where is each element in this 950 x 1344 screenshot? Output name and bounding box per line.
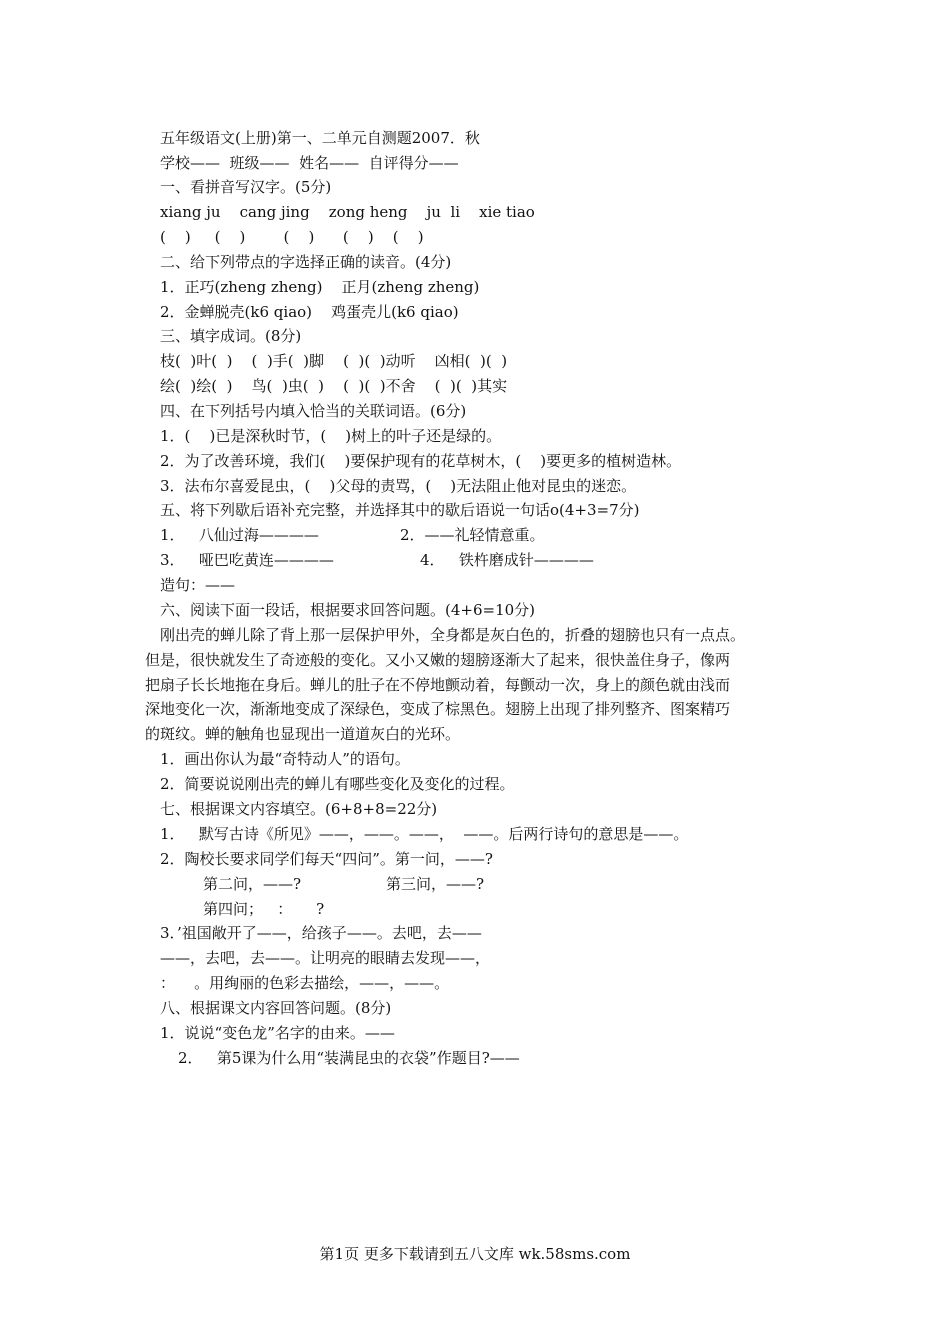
section-7-q3-line: ： 。用绚丽的色彩去描绘，——，——。 bbox=[160, 974, 450, 992]
section-5-q3: 3． 哑巴吃黄连———— bbox=[160, 551, 334, 569]
section-5-q1: 1． 八仙过海———— bbox=[160, 526, 319, 544]
section-4-q2: 2．为了改善环境，我们( )要保护现有的花草树木，( )要更多的植树造林。 bbox=[160, 452, 682, 470]
section-7-q2-second: 第二问，——? bbox=[203, 875, 302, 893]
section-8-q2: 2． 第5课为什么用“装满昆虫的衣袋”作题目?—— bbox=[178, 1049, 520, 1067]
section-3-heading: 三、填字成词。(8分) bbox=[160, 327, 302, 345]
section-5-q2: 2．——礼轻情意重。 bbox=[400, 526, 545, 544]
section-7-q1: 1． 默写古诗《所见》——，——。——， ——。后两行诗句的意思是——。 bbox=[160, 825, 689, 843]
section-5-q4: 4． 铁杵磨成针———— bbox=[420, 551, 594, 569]
section-4-heading: 四、在下列括号内填入恰当的关联词语。(6分) bbox=[160, 402, 467, 420]
section-4-q3: 3．法布尔喜爱昆虫，( )父母的责骂，( )无法阻止他对昆虫的迷恋。 bbox=[160, 477, 637, 495]
section-6-q2: 2．简要说说刚出壳的蝉儿有哪些变化及变化的过程。 bbox=[160, 775, 515, 793]
doc-title: 五年级语文(上册)第一、二单元自测题2007．秋 bbox=[160, 129, 480, 147]
section-7-q2: 2．陶校长要求同学们每天“四问”。第一问，——? bbox=[160, 850, 493, 868]
student-info-line: 学校—— 班级—— 姓名—— 自评得分—— bbox=[160, 154, 459, 172]
section-5-heading: 五、将下列歇后语补充完整，并选择其中的歇后语说一句话o(4+3=7分) bbox=[160, 501, 640, 519]
section-6-passage-line: 深地变化一次，渐渐地变成了深绿色，变成了棕黑色。翅膀上出现了排列整齐、图案精巧 bbox=[145, 700, 731, 718]
section-7-q3-line: ——，去吧，去——。让明亮的眼睛去发现——， bbox=[160, 949, 491, 967]
section-6-passage-line: 的斑纹。蝉的触角也显现出一道道灰白的光环。 bbox=[145, 725, 461, 743]
section-8-q1: 1．说说“变色龙”名字的由来。—— bbox=[160, 1024, 395, 1042]
page-footer: 第1页 更多下载请到五八文库 wk.58sms.com bbox=[319, 1245, 631, 1263]
section-1-blanks: ( ) ( ) ( ) ( ) ( ) bbox=[160, 228, 424, 246]
section-7-q3-line: 3．’祖国敞开了——，给孩子——。去吧，去—— bbox=[160, 924, 482, 942]
section-1-pinyin: xiang ju cang jing zong heng ju li xie tiao bbox=[160, 203, 535, 221]
section-5-sentence: 造句：—— bbox=[160, 576, 236, 594]
section-7-q2-third: 第三问，——? bbox=[386, 875, 485, 893]
section-2-q1: 1．正巧(zheng zheng) 正月(zheng zheng) bbox=[160, 278, 480, 296]
section-6-passage-line: 刚出壳的蝉儿除了背上那一层保护甲外，全身都是灰白色的，折叠的翅膀也只有一点点。 bbox=[160, 626, 746, 644]
section-6-passage-line: 把扇子长长地拖在身后。蝉儿的肚子在不停地颤动着，每颤动一次，身上的颜色就由浅而 bbox=[145, 676, 731, 694]
section-2-heading: 二、给下列带点的字选择正确的读音。(4分) bbox=[160, 253, 452, 271]
section-3-row-1: 枝( )叶( ) ( )手( )脚 ( )( )动听 凶相( )( ) bbox=[160, 352, 508, 370]
section-7-heading: 七、根据课文内容填空。(6+8+8=22分) bbox=[160, 800, 438, 818]
section-6-passage-line: 但是，很快就发生了奇迹般的变化。又小又嫩的翅膀逐渐大了起来，很快盖住身子，像两 bbox=[145, 651, 731, 669]
section-2-q2: 2．金蝉脱壳(k6 qiao) 鸡蛋壳儿(k6 qiao) bbox=[160, 303, 459, 321]
section-8-heading: 八、根据课文内容回答问题。(8分) bbox=[160, 999, 392, 1017]
section-1-heading: 一、看拼音写汉字。(5分) bbox=[160, 178, 332, 196]
section-6-q1: 1．画出你认为最“奇特动人”的语句。 bbox=[160, 750, 410, 768]
section-7-q2-fourth: 第四问； ： ? bbox=[203, 900, 325, 918]
section-3-row-2: 绘( )绘( ) 鸟( )虫( ) ( )( )不舍 ( )( )其实 bbox=[160, 377, 508, 395]
section-6-heading: 六、阅读下面一段话，根据要求回答问题。(4+6=10分) bbox=[160, 601, 536, 619]
section-4-q1: 1．( )已是深秋时节，( )树上的叶子还是绿的。 bbox=[160, 427, 502, 445]
